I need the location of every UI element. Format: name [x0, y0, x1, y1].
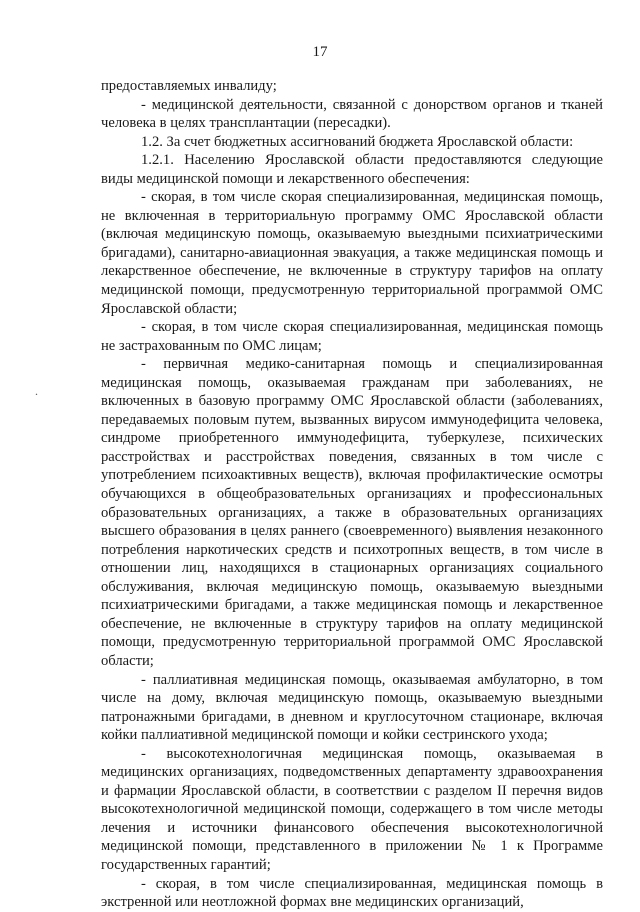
paragraph: - скорая, в том числе скорая специализированная, медицинская помощь не застрахованным по ОМС лицам;	[101, 319, 603, 354]
paragraph: 1.2. За счет бюджетных ассигнований бюджета Ярославской области:	[141, 133, 574, 150]
paragraph: предоставляемых инвалиду;	[101, 78, 277, 94]
margin-mark: .	[35, 384, 38, 398]
paragraph: - скорая, в том числе специализированная, медицинская помощь в экстренной или неотложной формах вне медицинских организаций,	[101, 875, 603, 911]
page-number: 17	[312, 44, 328, 60]
paragraph: 1.2.1. Населению Ярославской области предоставляются следующие виды медицинской помощи и лекарственного обеспечения:	[101, 152, 603, 187]
paragraph: - высокотехнологичная медицинская помощь, оказываемая в медицинских организациях, подведомственных департаменту здравоохранения и фармации Ярославской области, в соответствии с разделом II перечня видов высокотехнологичной медицинской помощи, содержащего в том числе методы лечения и источники финансового обеспечения высокотехнологичной медицинской помощи, представленного в приложении № 1 к Программе государственных гарантий;	[101, 745, 603, 873]
paragraph: - медицинской деятельности, связанной с донорством органов и тканей человека в целях трансплантации (пересадки).	[101, 96, 603, 132]
paragraph: - первичная медико-санитарная помощь и специализированная медицинская помощь, оказываемая гражданам при заболеваниях, не включенных в базовую программу ОМС Ярославской области (заболеваниях, передаваемых половым путем, вызванных вирусом иммунодефицита человека, синдроме приобретенного иммунодефицита, туберкулезе, психических расстройствах и расстройствах поведения, связанных в том числе с употреблением психоактивных веществ), включая профилактические осмотры обучающихся в общеобразовательных организациях и профессиональных образовательных организациях, а также в образовательных организациях высшего образования в целях раннего (своевременного) выявления незаконного потребления наркотических средств и психотропных веществ, в том числе в отношении лиц, находящихся в стационарных организациях социального обслуживания, включая медицинскую помощь, оказываемую выездными психиатрическими бригадами, а также медицинская помощь и лекарственное обеспечение, не включенные в структуру тарифов на оплату медицинской помощи, предусмотренную территориальной программой ОМС Ярославской области;	[101, 356, 603, 669]
document-body	[101, 77, 603, 912]
paragraph: - паллиативная медицинская помощь, оказываемая амбулаторно, в том числе на дому, включая медицинскую помощь, оказываемую выездными патронажными бригадами, в дневном и круглосуточном стационаре, включая койки паллиативной медицинской помощи и койки сестринского ухода;	[101, 671, 603, 744]
paragraph: - скорая, в том числе скорая специализированная, медицинская помощь, не включенная в территориальную программу ОМС Ярославской области (включая медицинскую помощь, оказываемую выездными психиатрическими бригадами), санитарно-авиационная эвакуация, а также медицинская помощь и лекарственное обеспечение, не включенные в структуру тарифов на оплату медицинской помощи, предусмотренную территориальной программой ОМС Ярославской области;	[101, 189, 603, 317]
